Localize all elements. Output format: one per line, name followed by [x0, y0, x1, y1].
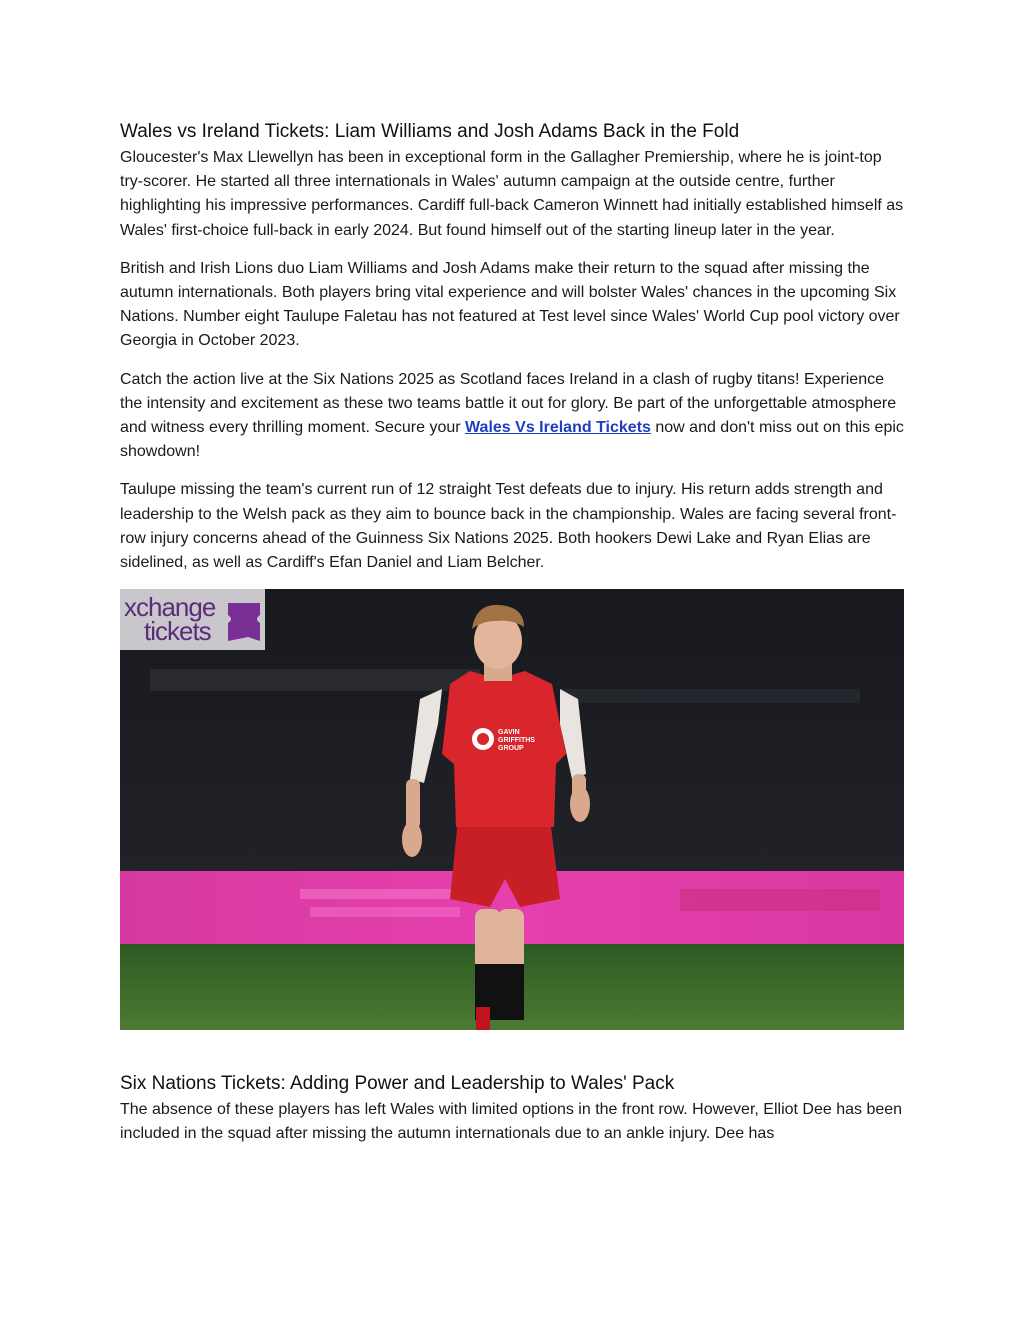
cta-text-after: now and don't miss out on this epic showdown!: [120, 419, 904, 461]
section-heading: Wales vs Ireland Tickets: Liam Williams and Josh Adams Back in the Fold: [120, 121, 740, 142]
paragraph-2: British and Irish Lions duo Liam Williams and Josh Adams make their return to the squad after missing the autumn internationals. Both players bring vital experience and will bolster Wales' chances in the upcoming Six Nations. Number eight Taulupe Faletau has not featured at Test level since Wales' World Cup pool victory over Georgia in October 2023.: [120, 259, 900, 350]
xchange-tickets-logo: [120, 589, 265, 650]
paragraph-4: Taulupe missing the team's current run of 12 straight Test defeats due to injury. His return adds strength and leadership to the Welsh pack as they aim to bounce back in the championship. Wales are facing several front-row injury concerns ahead of the Guinness Six Nations 2025. Both hookers Dewi Lake and Ryan Elias are sidelined, as well as Cardiff's Efan Daniel and Liam Belcher.: [120, 481, 897, 572]
logo-line-1: xchange: [124, 592, 216, 623]
logo-line-2: tickets: [144, 616, 211, 647]
paragraph-5: The absence of these players has left Wales with limited options in the front row. However, Elliot Dee has been included in the squad after missing the autumn internationals due to an ankle injury. Dee has: [120, 1101, 903, 1143]
rugby-player-photo: [120, 589, 904, 1030]
ticket-icon: [224, 597, 264, 647]
paragraph-1: Gloucester's Max Llewellyn has been in exceptional form in the Gallagher Premiership, where he is joint-top try-scorer. He started all three internationals in Wales' autumn campaign at the outside centre, further highlighting his impressive performances. Cardiff full-back Cameron Winnett had initially established himself as Wales' first-choice full-back in early 2024. But found himself out of the starting lineup later in the year.: [120, 149, 904, 239]
photo-scene: [120, 589, 904, 1030]
article: [120, 118, 906, 1161]
wales-vs-ireland-tickets-link[interactable]: Wales Vs Ireland Tickets: [465, 419, 651, 437]
sponsor-line-1: GAVIN: [498, 729, 520, 737]
paragraph-cta: [120, 368, 906, 465]
section-heading-2: Six Nations Tickets: Adding Power and Leadership to Wales' Pack: [120, 1073, 675, 1095]
sponsor-line-3: GROUP: [498, 745, 524, 753]
cta-text-before: Catch the action live at the Six Nations 2025 as Scotland faces Ireland in a clash of rugby titans! Experience the intensity and excitement as these two teams battle it out for glory. Be part of the unforgettable atmosphere and witness every thrilling moment. Secure your: [120, 370, 897, 437]
sponsor-line-2: GRIFFITHS: [498, 737, 535, 745]
